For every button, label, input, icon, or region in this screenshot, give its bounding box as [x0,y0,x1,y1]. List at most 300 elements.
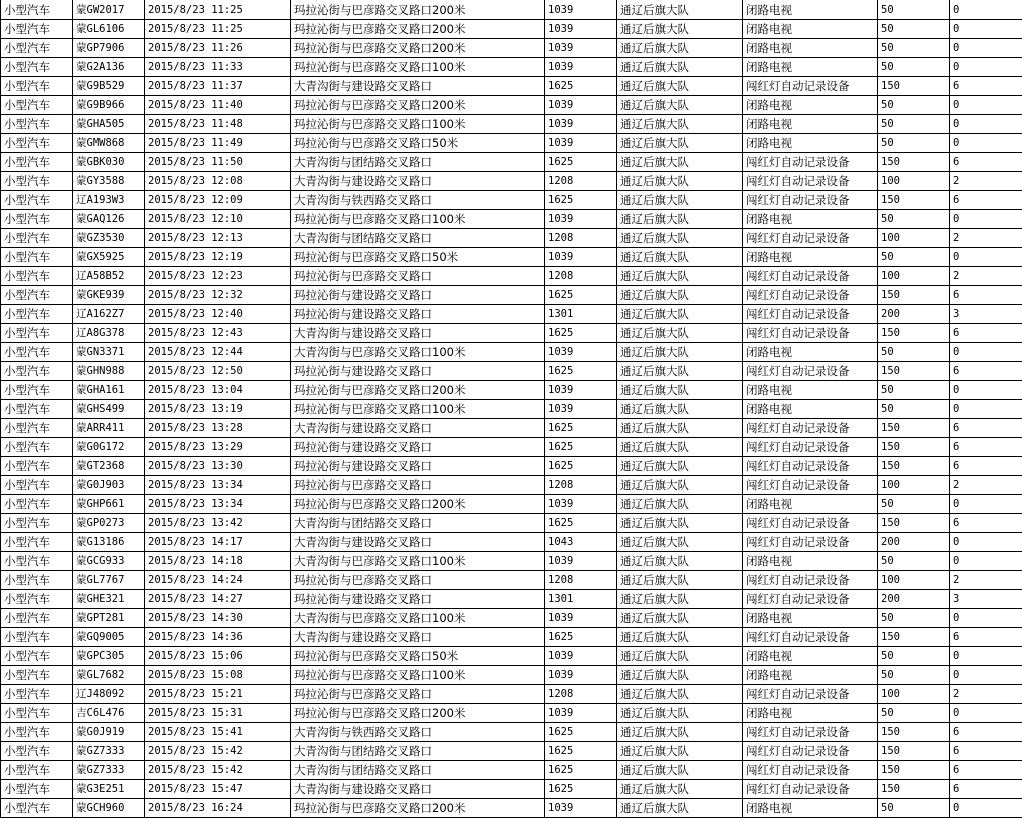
fine-amount-cell: 50 [878,399,950,418]
fine-amount-cell: 150 [878,513,950,532]
vehicle-type-cell: 小型汽车 [1,608,73,627]
department-cell: 通辽后旗大队 [617,760,743,779]
location-cell: 玛拉沁街与巴彦路交叉路口200米 [291,798,545,817]
plate-number-cell: 蒙GW2017 [73,0,145,19]
table-row [1,380,1022,399]
department-cell: 通辽后旗大队 [617,114,743,133]
datetime-cell: 2015/8/23 15:08 [145,665,291,684]
department-cell: 通辽后旗大队 [617,57,743,76]
table-row [1,19,1022,38]
capture-device-cell: 闯红灯自动记录设备 [743,589,878,608]
location-cell: 大青沟街与巴彦路交叉路口100米 [291,608,545,627]
department-cell: 通辽后旗大队 [617,513,743,532]
location-cell: 玛拉沁街与巴彦路交叉路口100米 [291,665,545,684]
datetime-cell: 2015/8/23 13:42 [145,513,291,532]
datetime-cell: 2015/8/23 15:42 [145,760,291,779]
plate-number-cell: 蒙G9B529 [73,76,145,95]
violation-code-cell: 1039 [545,798,617,817]
vehicle-type-cell: 小型汽车 [1,247,73,266]
department-cell: 通辽后旗大队 [617,247,743,266]
department-cell: 通辽后旗大队 [617,209,743,228]
vehicle-type-cell: 小型汽车 [1,95,73,114]
vehicle-type-cell: 小型汽车 [1,76,73,95]
location-cell: 大青沟街与团结路交叉路口 [291,228,545,247]
vehicle-type-cell: 小型汽车 [1,38,73,57]
capture-device-cell: 闯红灯自动记录设备 [743,152,878,171]
vehicle-type-cell: 小型汽车 [1,494,73,513]
fine-amount-cell: 150 [878,361,950,380]
datetime-cell: 2015/8/23 12:13 [145,228,291,247]
fine-amount-cell: 100 [878,228,950,247]
fine-amount-cell: 50 [878,57,950,76]
datetime-cell: 2015/8/23 11:49 [145,133,291,152]
datetime-cell: 2015/8/23 12:23 [145,266,291,285]
department-cell: 通辽后旗大队 [617,380,743,399]
vehicle-type-cell: 小型汽车 [1,209,73,228]
violation-code-cell: 1039 [545,95,617,114]
fine-amount-cell: 50 [878,0,950,19]
vehicle-type-cell: 小型汽车 [1,646,73,665]
datetime-cell: 2015/8/23 12:44 [145,342,291,361]
vehicle-type-cell: 小型汽车 [1,684,73,703]
points-cell: 2 [950,266,1022,285]
location-cell: 大青沟街与建设路交叉路口 [291,171,545,190]
department-cell: 通辽后旗大队 [617,589,743,608]
table-row [1,266,1022,285]
capture-device-cell: 闯红灯自动记录设备 [743,513,878,532]
department-cell: 通辽后旗大队 [617,399,743,418]
location-cell: 大青沟街与团结路交叉路口 [291,513,545,532]
points-cell: 2 [950,171,1022,190]
points-cell: 0 [950,608,1022,627]
capture-device-cell: 闭路电视 [743,114,878,133]
points-cell: 0 [950,646,1022,665]
department-cell: 通辽后旗大队 [617,437,743,456]
plate-number-cell: 辽J48092 [73,684,145,703]
violation-code-cell: 1625 [545,76,617,95]
department-cell: 通辽后旗大队 [617,133,743,152]
fine-amount-cell: 150 [878,152,950,171]
plate-number-cell: 蒙GN3371 [73,342,145,361]
vehicle-type-cell: 小型汽车 [1,190,73,209]
capture-device-cell: 闯红灯自动记录设备 [743,779,878,798]
department-cell: 通辽后旗大队 [617,285,743,304]
fine-amount-cell: 150 [878,190,950,209]
violation-code-cell: 1039 [545,114,617,133]
location-cell: 玛拉沁街与巴彦路交叉路口 [291,266,545,285]
department-cell: 通辽后旗大队 [617,684,743,703]
points-cell: 6 [950,418,1022,437]
plate-number-cell: 吉C6L476 [73,703,145,722]
fine-amount-cell: 150 [878,779,950,798]
datetime-cell: 2015/8/23 15:06 [145,646,291,665]
department-cell: 通辽后旗大队 [617,342,743,361]
capture-device-cell: 闯红灯自动记录设备 [743,76,878,95]
location-cell: 玛拉沁街与巴彦路交叉路口100米 [291,57,545,76]
vehicle-type-cell: 小型汽车 [1,437,73,456]
capture-device-cell: 闭路电视 [743,380,878,399]
capture-device-cell: 闯红灯自动记录设备 [743,684,878,703]
department-cell: 通辽后旗大队 [617,627,743,646]
fine-amount-cell: 50 [878,38,950,57]
location-cell: 玛拉沁街与巴彦路交叉路口200米 [291,380,545,399]
location-cell: 玛拉沁街与巴彦路交叉路口200米 [291,0,545,19]
points-cell: 0 [950,342,1022,361]
violation-code-cell: 1039 [545,38,617,57]
fine-amount-cell: 50 [878,133,950,152]
fine-amount-cell: 50 [878,380,950,399]
table-row [1,589,1022,608]
vehicle-type-cell: 小型汽车 [1,532,73,551]
table-row [1,152,1022,171]
fine-amount-cell: 50 [878,114,950,133]
vehicle-type-cell: 小型汽车 [1,418,73,437]
department-cell: 通辽后旗大队 [617,95,743,114]
violation-code-cell: 1208 [545,684,617,703]
vehicle-type-cell: 小型汽车 [1,285,73,304]
table-row [1,608,1022,627]
location-cell: 玛拉沁街与建设路交叉路口 [291,304,545,323]
datetime-cell: 2015/8/23 12:10 [145,209,291,228]
location-cell: 大青沟街与团结路交叉路口 [291,741,545,760]
department-cell: 通辽后旗大队 [617,323,743,342]
points-cell: 0 [950,798,1022,817]
table-row [1,190,1022,209]
plate-number-cell: 蒙GBK030 [73,152,145,171]
vehicle-type-cell: 小型汽车 [1,266,73,285]
capture-device-cell: 闯红灯自动记录设备 [743,228,878,247]
location-cell: 玛拉沁街与建设路交叉路口 [291,589,545,608]
datetime-cell: 2015/8/23 12:40 [145,304,291,323]
capture-device-cell: 闯红灯自动记录设备 [743,171,878,190]
datetime-cell: 2015/8/23 14:17 [145,532,291,551]
datetime-cell: 2015/8/23 12:43 [145,323,291,342]
fine-amount-cell: 100 [878,171,950,190]
points-cell: 0 [950,57,1022,76]
plate-number-cell: 蒙GP7906 [73,38,145,57]
table-row [1,722,1022,741]
datetime-cell: 2015/8/23 13:29 [145,437,291,456]
location-cell: 大青沟街与建设路交叉路口 [291,76,545,95]
department-cell: 通辽后旗大队 [617,361,743,380]
location-cell: 玛拉沁街与巴彦路交叉路口100米 [291,399,545,418]
violation-code-cell: 1039 [545,133,617,152]
location-cell: 玛拉沁街与巴彦路交叉路口 [291,475,545,494]
points-cell: 6 [950,741,1022,760]
datetime-cell: 2015/8/23 12:08 [145,171,291,190]
points-cell: 6 [950,361,1022,380]
plate-number-cell: 蒙GY3588 [73,171,145,190]
points-cell: 0 [950,551,1022,570]
vehicle-type-cell: 小型汽车 [1,399,73,418]
location-cell: 大青沟街与巴彦路交叉路口100米 [291,342,545,361]
department-cell: 通辽后旗大队 [617,19,743,38]
department-cell: 通辽后旗大队 [617,722,743,741]
capture-device-cell: 闯红灯自动记录设备 [743,304,878,323]
table-row [1,532,1022,551]
datetime-cell: 2015/8/23 11:25 [145,0,291,19]
capture-device-cell: 闯红灯自动记录设备 [743,627,878,646]
violation-code-cell: 1039 [545,209,617,228]
location-cell: 大青沟街与建设路交叉路口 [291,779,545,798]
vehicle-type-cell: 小型汽车 [1,513,73,532]
fine-amount-cell: 50 [878,494,950,513]
capture-device-cell: 闭路电视 [743,57,878,76]
capture-device-cell: 闭路电视 [743,133,878,152]
location-cell: 大青沟街与团结路交叉路口 [291,152,545,171]
capture-device-cell: 闭路电视 [743,399,878,418]
points-cell: 6 [950,456,1022,475]
capture-device-cell: 闯红灯自动记录设备 [743,266,878,285]
violation-code-cell: 1043 [545,532,617,551]
location-cell: 大青沟街与建设路交叉路口 [291,627,545,646]
violation-code-cell: 1039 [545,665,617,684]
points-cell: 0 [950,703,1022,722]
violation-code-cell: 1625 [545,361,617,380]
fine-amount-cell: 150 [878,627,950,646]
capture-device-cell: 闭路电视 [743,38,878,57]
table-row [1,0,1022,19]
violation-code-cell: 1039 [545,57,617,76]
fine-amount-cell: 200 [878,532,950,551]
datetime-cell: 2015/8/23 14:18 [145,551,291,570]
violation-code-cell: 1625 [545,760,617,779]
datetime-cell: 2015/8/23 11:37 [145,76,291,95]
capture-device-cell: 闭路电视 [743,95,878,114]
fine-amount-cell: 150 [878,760,950,779]
table-row [1,437,1022,456]
datetime-cell: 2015/8/23 13:04 [145,380,291,399]
fine-amount-cell: 150 [878,437,950,456]
violation-code-cell: 1301 [545,304,617,323]
vehicle-type-cell: 小型汽车 [1,665,73,684]
plate-number-cell: 蒙GL7767 [73,570,145,589]
violation-code-cell: 1625 [545,152,617,171]
plate-number-cell: 蒙GL6106 [73,19,145,38]
table-row [1,342,1022,361]
violation-code-cell: 1625 [545,285,617,304]
points-cell: 2 [950,228,1022,247]
location-cell: 玛拉沁街与巴彦路交叉路口100米 [291,209,545,228]
points-cell: 6 [950,437,1022,456]
violation-code-cell: 1039 [545,380,617,399]
department-cell: 通辽后旗大队 [617,152,743,171]
department-cell: 通辽后旗大队 [617,665,743,684]
capture-device-cell: 闯红灯自动记录设备 [743,532,878,551]
datetime-cell: 2015/8/23 11:40 [145,95,291,114]
location-cell: 玛拉沁街与巴彦路交叉路口50米 [291,646,545,665]
location-cell: 玛拉沁街与巴彦路交叉路口200米 [291,38,545,57]
points-cell: 2 [950,475,1022,494]
location-cell: 玛拉沁街与巴彦路交叉路口200米 [291,95,545,114]
plate-number-cell: 辽A58B52 [73,266,145,285]
plate-number-cell: 蒙GZ7333 [73,741,145,760]
department-cell: 通辽后旗大队 [617,551,743,570]
table-row [1,57,1022,76]
violation-code-cell: 1625 [545,190,617,209]
capture-device-cell: 闭路电视 [743,798,878,817]
table-row [1,399,1022,418]
points-cell: 3 [950,589,1022,608]
table-row [1,684,1022,703]
vehicle-type-cell: 小型汽车 [1,57,73,76]
capture-device-cell: 闭路电视 [743,19,878,38]
vehicle-type-cell: 小型汽车 [1,323,73,342]
points-cell: 6 [950,722,1022,741]
datetime-cell: 2015/8/23 15:47 [145,779,291,798]
plate-number-cell: 蒙G9B966 [73,95,145,114]
department-cell: 通辽后旗大队 [617,456,743,475]
location-cell: 大青沟街与建设路交叉路口 [291,323,545,342]
location-cell: 玛拉沁街与巴彦路交叉路口50米 [291,133,545,152]
vehicle-type-cell: 小型汽车 [1,570,73,589]
table-row [1,703,1022,722]
table-row [1,114,1022,133]
points-cell: 0 [950,532,1022,551]
fine-amount-cell: 100 [878,475,950,494]
violation-code-cell: 1208 [545,266,617,285]
capture-device-cell: 闯红灯自动记录设备 [743,190,878,209]
department-cell: 通辽后旗大队 [617,798,743,817]
location-cell: 玛拉沁街与巴彦路交叉路口200米 [291,494,545,513]
points-cell: 0 [950,95,1022,114]
location-cell: 玛拉沁街与建设路交叉路口 [291,285,545,304]
vehicle-type-cell: 小型汽车 [1,19,73,38]
capture-device-cell: 闯红灯自动记录设备 [743,722,878,741]
datetime-cell: 2015/8/23 11:33 [145,57,291,76]
datetime-cell: 2015/8/23 14:27 [145,589,291,608]
table-row [1,247,1022,266]
points-cell: 3 [950,304,1022,323]
violation-code-cell: 1039 [545,399,617,418]
fine-amount-cell: 50 [878,247,950,266]
department-cell: 通辽后旗大队 [617,475,743,494]
violation-code-cell: 1039 [545,247,617,266]
points-cell: 0 [950,399,1022,418]
department-cell: 通辽后旗大队 [617,0,743,19]
datetime-cell: 2015/8/23 11:25 [145,19,291,38]
datetime-cell: 2015/8/23 12:32 [145,285,291,304]
location-cell: 玛拉沁街与巴彦路交叉路口50米 [291,247,545,266]
location-cell: 大青沟街与巴彦路交叉路口100米 [291,551,545,570]
fine-amount-cell: 200 [878,589,950,608]
violation-code-cell: 1208 [545,171,617,190]
location-cell: 大青沟街与铁西路交叉路口 [291,190,545,209]
vehicle-type-cell: 小型汽车 [1,703,73,722]
department-cell: 通辽后旗大队 [617,228,743,247]
location-cell: 玛拉沁街与巴彦路交叉路口200米 [291,19,545,38]
points-cell: 0 [950,38,1022,57]
plate-number-cell: 蒙GL7682 [73,665,145,684]
table-row [1,570,1022,589]
department-cell: 通辽后旗大队 [617,76,743,95]
datetime-cell: 2015/8/23 13:34 [145,494,291,513]
vehicle-type-cell: 小型汽车 [1,0,73,19]
plate-number-cell: 辽A8G378 [73,323,145,342]
department-cell: 通辽后旗大队 [617,304,743,323]
table-row [1,798,1022,817]
table-row [1,38,1022,57]
points-cell: 0 [950,209,1022,228]
fine-amount-cell: 50 [878,665,950,684]
plate-number-cell: 蒙GZ7333 [73,760,145,779]
vehicle-type-cell: 小型汽车 [1,779,73,798]
vehicle-type-cell: 小型汽车 [1,722,73,741]
datetime-cell: 2015/8/23 15:41 [145,722,291,741]
plate-number-cell: 蒙GX5925 [73,247,145,266]
datetime-cell: 2015/8/23 15:31 [145,703,291,722]
location-cell: 大青沟街与团结路交叉路口 [291,760,545,779]
fine-amount-cell: 100 [878,570,950,589]
violation-code-cell: 1625 [545,456,617,475]
table-row [1,513,1022,532]
plate-number-cell: 蒙GQ9005 [73,627,145,646]
capture-device-cell: 闭路电视 [743,494,878,513]
fine-amount-cell: 150 [878,285,950,304]
plate-number-cell: 蒙GCH960 [73,798,145,817]
violation-code-cell: 1039 [545,494,617,513]
points-cell: 2 [950,570,1022,589]
violation-code-cell: 1039 [545,0,617,19]
fine-amount-cell: 50 [878,209,950,228]
department-cell: 通辽后旗大队 [617,418,743,437]
datetime-cell: 2015/8/23 15:42 [145,741,291,760]
points-cell: 6 [950,323,1022,342]
table-row [1,171,1022,190]
violation-code-cell: 1208 [545,475,617,494]
points-cell: 6 [950,76,1022,95]
datetime-cell: 2015/8/23 13:19 [145,399,291,418]
department-cell: 通辽后旗大队 [617,570,743,589]
capture-device-cell: 闯红灯自动记录设备 [743,418,878,437]
plate-number-cell: 蒙GCG933 [73,551,145,570]
plate-number-cell: 蒙GHA161 [73,380,145,399]
datetime-cell: 2015/8/23 13:34 [145,475,291,494]
table-row [1,228,1022,247]
location-cell: 大青沟街与建设路交叉路口 [291,532,545,551]
vehicle-type-cell: 小型汽车 [1,798,73,817]
datetime-cell: 2015/8/23 14:30 [145,608,291,627]
table-body [1,0,1022,817]
datetime-cell: 2015/8/23 13:30 [145,456,291,475]
violation-code-cell: 1039 [545,608,617,627]
datetime-cell: 2015/8/23 16:24 [145,798,291,817]
datetime-cell: 2015/8/23 11:26 [145,38,291,57]
fine-amount-cell: 150 [878,741,950,760]
plate-number-cell: 蒙G0J903 [73,475,145,494]
location-cell: 玛拉沁街与巴彦路交叉路口 [291,684,545,703]
table-row [1,304,1022,323]
datetime-cell: 2015/8/23 12:19 [145,247,291,266]
fine-amount-cell: 150 [878,722,950,741]
plate-number-cell: 蒙G3E251 [73,779,145,798]
vehicle-type-cell: 小型汽车 [1,304,73,323]
capture-device-cell: 闯红灯自动记录设备 [743,570,878,589]
points-cell: 0 [950,133,1022,152]
fine-amount-cell: 50 [878,19,950,38]
points-cell: 0 [950,114,1022,133]
violation-code-cell: 1625 [545,779,617,798]
table-row [1,475,1022,494]
datetime-cell: 2015/8/23 11:48 [145,114,291,133]
datetime-cell: 2015/8/23 11:50 [145,152,291,171]
violation-code-cell: 1625 [545,722,617,741]
violation-code-cell: 1625 [545,323,617,342]
fine-amount-cell: 150 [878,76,950,95]
table-row [1,133,1022,152]
plate-number-cell: 蒙GMW868 [73,133,145,152]
violation-code-cell: 1039 [545,551,617,570]
